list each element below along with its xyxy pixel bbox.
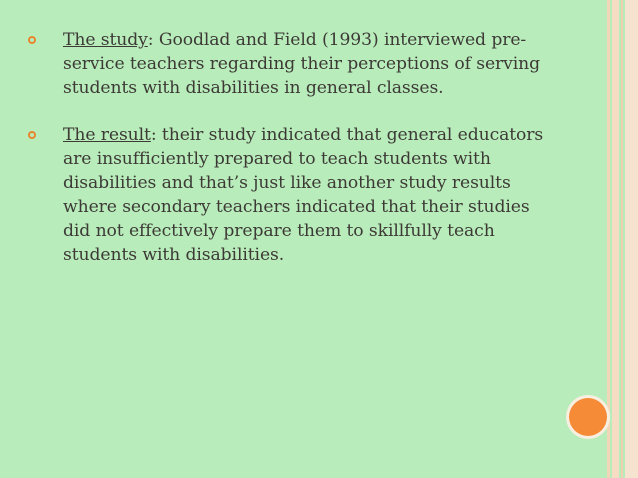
bullet-separator: : xyxy=(150,125,157,145)
bullet-term: The study xyxy=(63,30,148,50)
bullet-list xyxy=(24,28,559,267)
bullet-result xyxy=(24,123,559,267)
decor-stripe xyxy=(607,0,610,478)
bullet-term: The result xyxy=(63,125,151,145)
ring-bullet-icon xyxy=(28,36,36,44)
decor-stripe xyxy=(625,0,638,478)
orange-circle-icon xyxy=(569,398,607,436)
decor-stripe xyxy=(621,0,623,478)
bullet-text: Goodlad and Field (1993) interviewed pre-service teachers regarding their perceptions of serving students with disabilities in general classes. xyxy=(63,30,541,98)
ring-bullet-icon xyxy=(28,131,36,139)
bullet-text: their study indicated that general educators are insufficiently prepared to teach students with disabilities and that’s just like another study results where secondary teachers indicated that their studies did not effectively prepare them to skillfully teach students with disabilities. xyxy=(63,125,544,265)
bullet-study xyxy=(24,28,559,100)
bullet-separator: : xyxy=(147,30,154,50)
decor-stripe xyxy=(612,0,619,478)
